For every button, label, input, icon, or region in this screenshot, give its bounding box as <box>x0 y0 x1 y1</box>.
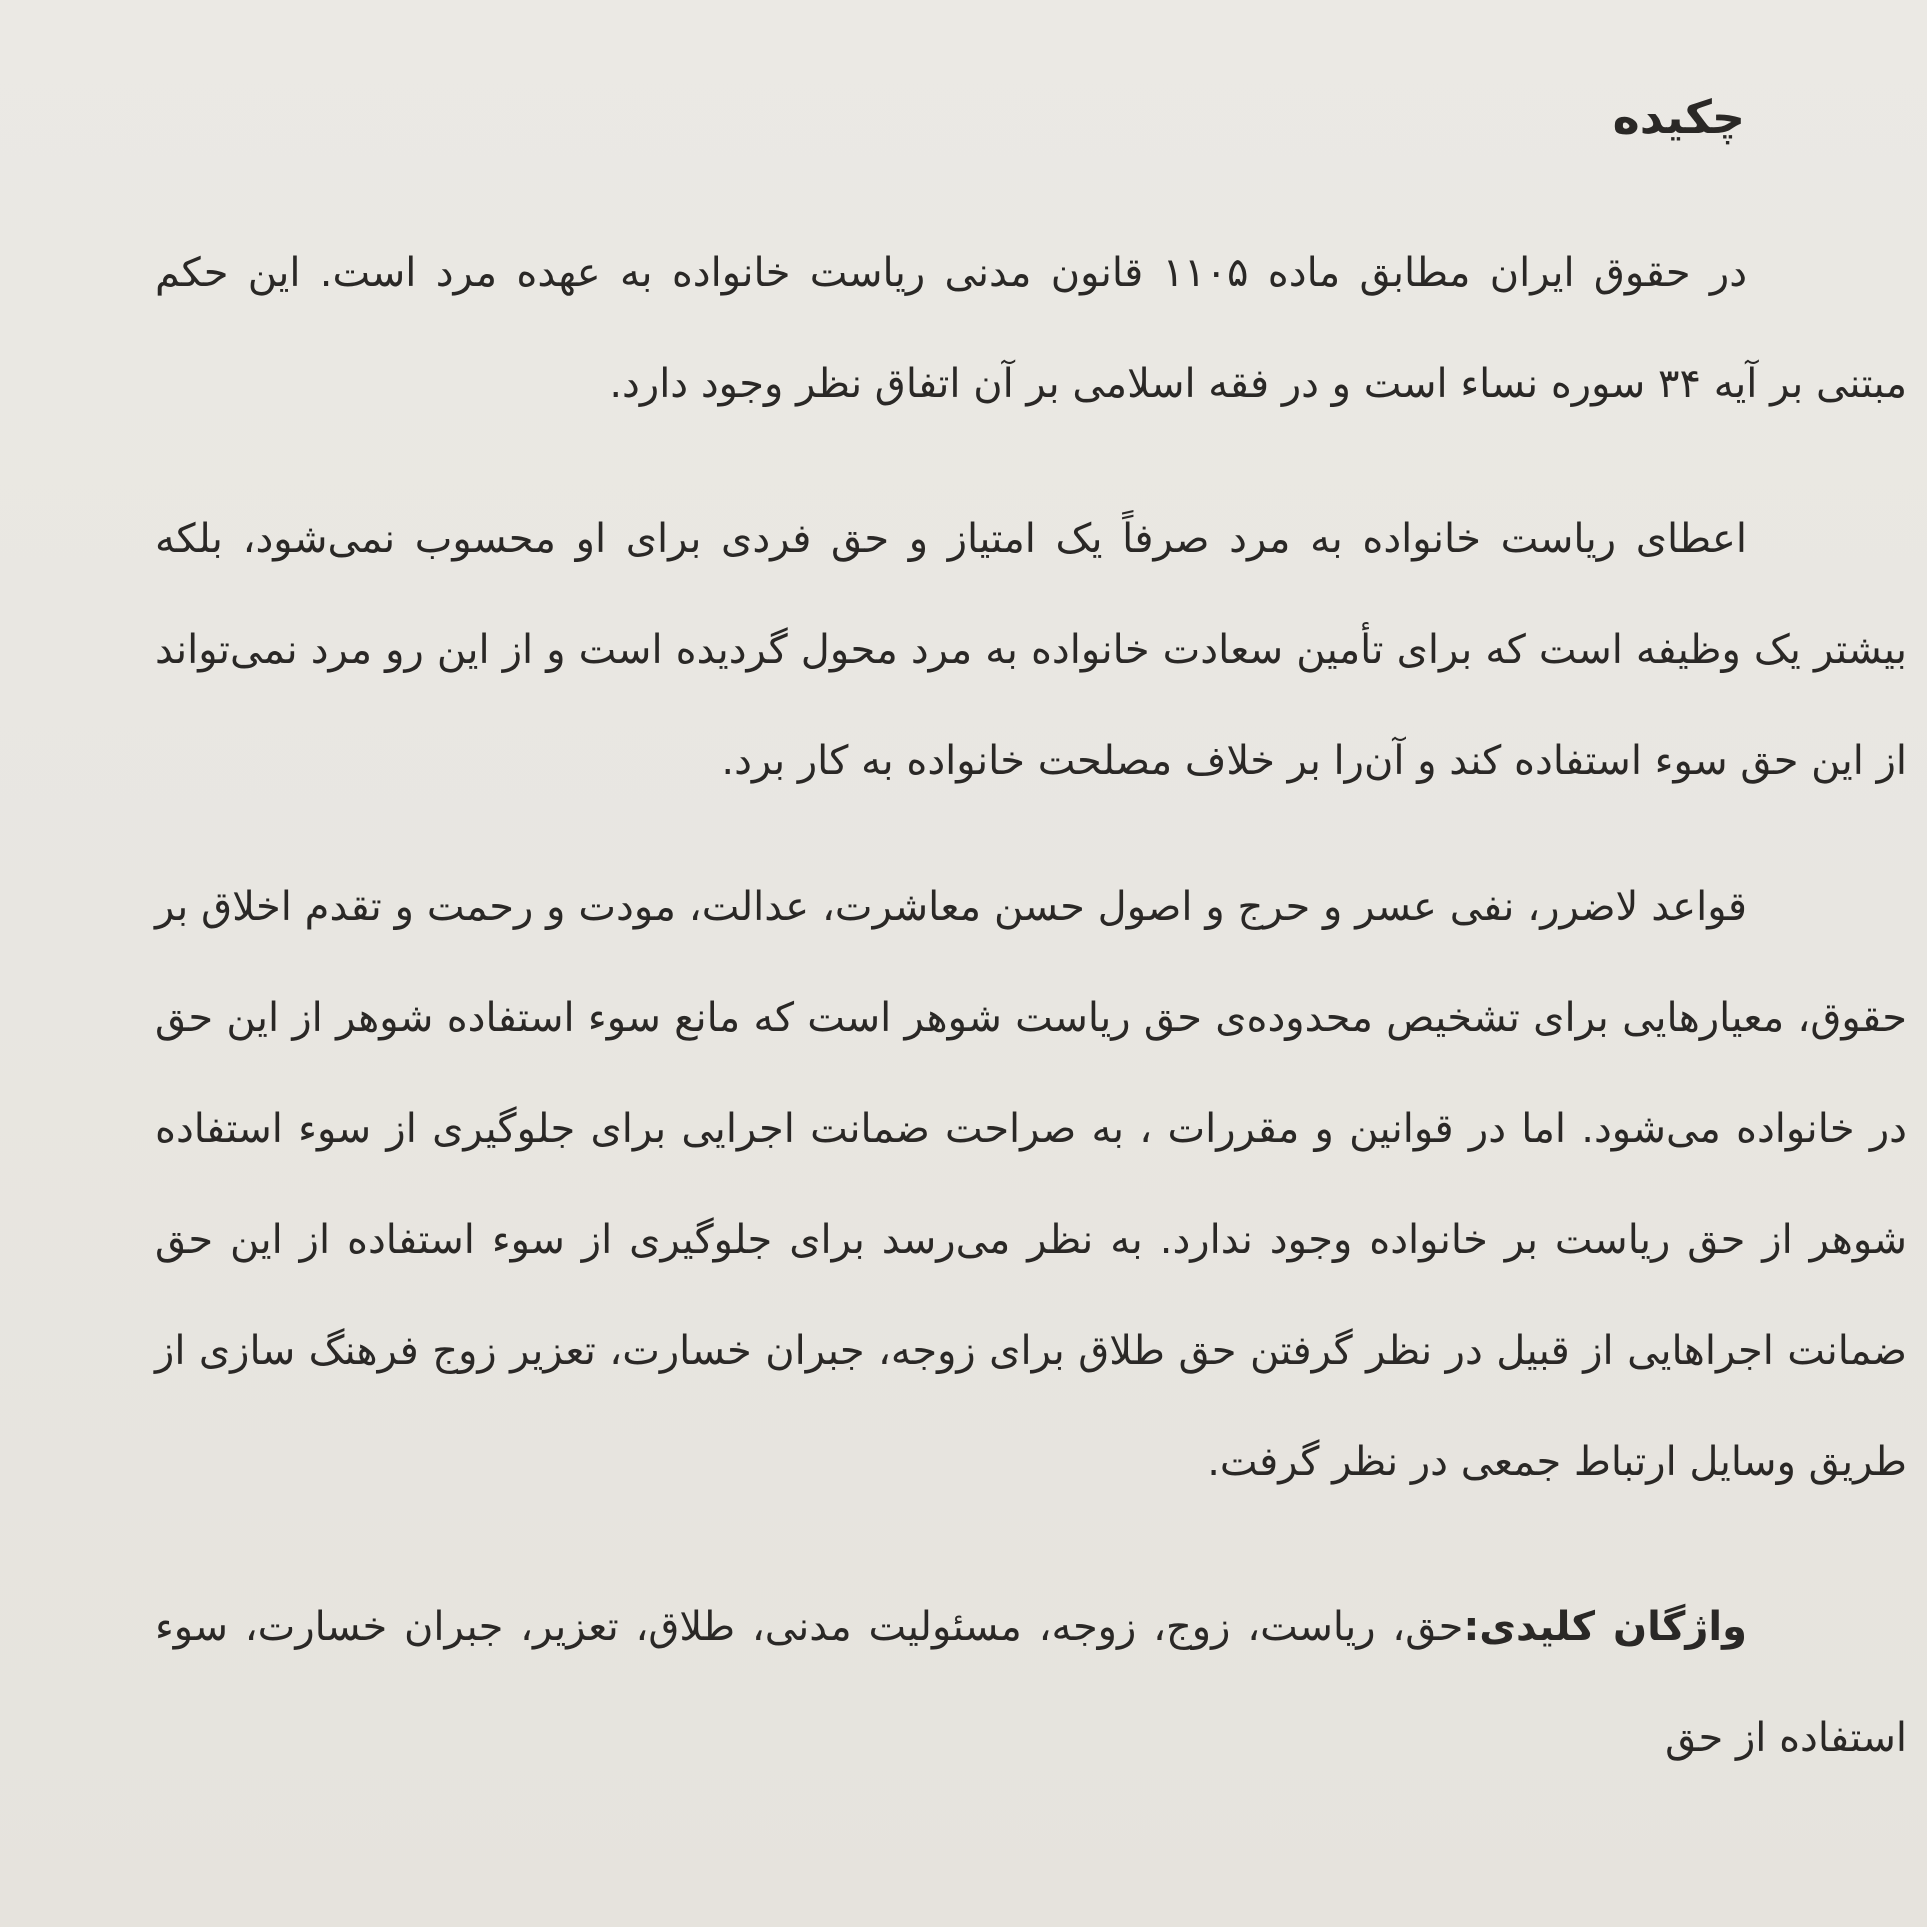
keywords-label: واژگان کلیدی: <box>1463 1604 1747 1650</box>
abstract-heading: چکیده <box>1612 90 1745 144</box>
keywords-text: حق، ریاست، زوج، زوجه، مسئولیت مدنی، طلاق، تعزیر، جبران خسارت، سوء استفاده از حق <box>155 1604 1907 1761</box>
abstract-paragraph-2: اعطای ریاست خانواده به مرد صرفاً یک امتیاز و حق فردی برای او محسوب نمی‌شود، بلکه بیشتر یک وظیفه است که برای تأمین سعادت خانواده به مرد محول گردیده است و از این رو مرد نمی‌تواند از این حق سوء استفاده کند و آن‌را بر خلاف مصلحت خانواده به کار برد. <box>155 516 1907 784</box>
keywords-line <box>155 1572 1907 1794</box>
abstract-paragraph-1: در حقوق ایران مطابق ماده ۱۱۰۵ قانون مدنی ریاست خانواده به عهده مرد است. این حکم مبتنی بر آیه ۳۴ سوره نساء است و در فقه اسلامی بر آن اتفاق نظر وجود دارد. <box>155 250 1907 407</box>
abstract-paragraph-3: قواعد لاضرر، نفی عسر و حرج و اصول حسن معاشرت، عدالت، مودت و رحمت و تقدم اخلاق بر حقوق، معیارهایی برای تشخیص محدوده‌ی حق ریاست شوهر است که مانع سوء استفاده شوهر از این حق در خانواده می‌شود. اما در قوانین و مقررات ، به صراحت ضمانت اجرایی برای جلوگیری از سوء استفاده شوهر از حق ریاست بر خانواده وجود ندارد. به نظر می‌رسد برای جلوگیری از سوء استفاده از این حق ضمانت اجراهایی از قبیل در نظر گرفتن حق طلاق برای زوجه، جبران خسارت، تعزیر زوج فرهنگ سازی از طریق وسایل ارتباط جمعی در نظر گرفت. <box>155 884 1907 1485</box>
